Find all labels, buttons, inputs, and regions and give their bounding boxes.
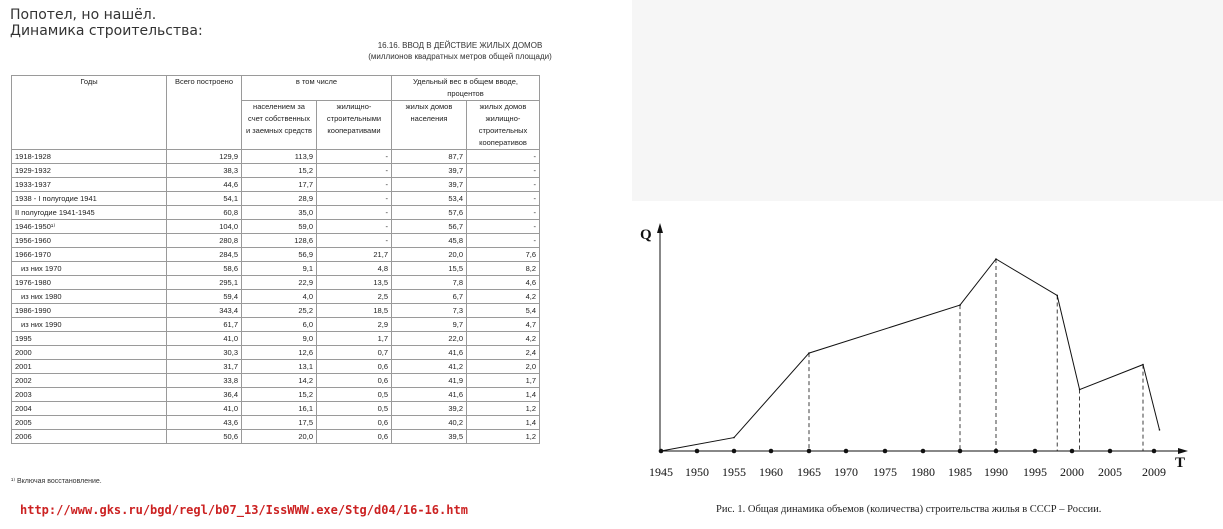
x-tick-label: 1990	[984, 465, 1008, 479]
table-cell-share_pop: 41,6	[392, 388, 467, 402]
table-cell-coop: 0,6	[317, 430, 392, 444]
table-cell-year: 1946-1950¹⁾	[12, 220, 167, 234]
series-point	[733, 437, 735, 439]
x-tick-mark	[883, 449, 888, 454]
table-row	[12, 430, 540, 444]
series-point	[959, 304, 961, 306]
series-point	[1159, 429, 1161, 431]
x-tick-mark	[769, 449, 774, 454]
x-tick-mark	[1033, 449, 1038, 454]
x-tick-label: 1970	[834, 465, 858, 479]
table-cell-year: 1986-1990	[12, 304, 167, 318]
table-cell-total: 30,3	[167, 346, 242, 360]
table-cell-coop: 18,5	[317, 304, 392, 318]
table-row	[12, 332, 540, 346]
table-row	[12, 402, 540, 416]
table-cell-total: 280,8	[167, 234, 242, 248]
source-link[interactable]: http://www.gks.ru/bgd/regl/b07_13/IssWWW.exe/Stg/d04/16-16.htm	[20, 503, 468, 517]
table-cell-year: из них 1970	[12, 262, 167, 276]
table-row	[12, 388, 540, 402]
table-cell-pop: 6,0	[242, 318, 317, 332]
table-cell-pop: 17,5	[242, 416, 317, 430]
x-tick-label: 1995	[1023, 465, 1047, 479]
table-cell-coop: -	[317, 178, 392, 192]
x-tick-label: 1965	[797, 465, 821, 479]
header-share: Удельный вес в общем вводе, процентов	[392, 76, 540, 101]
table-cell-share_pop: 39,2	[392, 402, 467, 416]
table-cell-share_pop: 6,7	[392, 290, 467, 304]
table-cell-pop: 59,0	[242, 220, 317, 234]
header-years: Годы	[12, 76, 167, 150]
table-cell-share_pop: 7,8	[392, 276, 467, 290]
x-tick-mark	[732, 449, 737, 454]
table-cell-year: из них 1980	[12, 290, 167, 304]
table-cell-share_pop: 45,8	[392, 234, 467, 248]
table-cell-year: 1938 - I полугодие 1941	[12, 192, 167, 206]
table-cell-total: 104,0	[167, 220, 242, 234]
table-cell-total: 60,8	[167, 206, 242, 220]
table-row	[12, 318, 540, 332]
table-row	[12, 164, 540, 178]
table-cell-share_pop: 53,4	[392, 192, 467, 206]
construction-dynamics-chart	[632, 201, 1223, 501]
table-body	[12, 150, 540, 444]
x-tick-label: 2009	[1142, 465, 1166, 479]
table-cell-share_pop: 15,5	[392, 262, 467, 276]
table-cell-year: 1929-1932	[12, 164, 167, 178]
table-cell-share_coop: -	[467, 164, 540, 178]
x-tick-mark	[1108, 449, 1113, 454]
table-cell-share_pop: 39,5	[392, 430, 467, 444]
series-point	[1056, 295, 1058, 297]
table-cell-coop: -	[317, 150, 392, 164]
header-share-coop: жилых домов жилищно-строительных кооперативов	[467, 101, 540, 150]
table-cell-year: 2006	[12, 430, 167, 444]
table-title-main: 16.16. ВВОД В ДЕЙСТВИЕ ЖИЛЫХ ДОМОВ	[377, 41, 543, 50]
x-tick-mark	[921, 449, 926, 454]
table-cell-total: 61,7	[167, 318, 242, 332]
table-cell-share_coop: 8,2	[467, 262, 540, 276]
table-row	[12, 416, 540, 430]
x-axis-label: T	[1175, 455, 1186, 471]
table-row	[12, 290, 540, 304]
table-cell-pop: 17,7	[242, 178, 317, 192]
table-cell-share_pop: 57,6	[392, 206, 467, 220]
x-tick-mark	[1070, 449, 1075, 454]
table-row	[12, 262, 540, 276]
table-cell-total: 43,6	[167, 416, 242, 430]
table-cell-year: из них 1990	[12, 318, 167, 332]
table-cell-total: 129,9	[167, 150, 242, 164]
table-cell-pop: 28,9	[242, 192, 317, 206]
table-cell-share_pop: 20,0	[392, 248, 467, 262]
table-row	[12, 248, 540, 262]
table-cell-coop: -	[317, 234, 392, 248]
table-cell-share_coop: 1,7	[467, 374, 540, 388]
table-cell-pop: 9,1	[242, 262, 317, 276]
table-cell-pop: 20,0	[242, 430, 317, 444]
table-cell-share_pop: 41,9	[392, 374, 467, 388]
table-cell-share_pop: 9,7	[392, 318, 467, 332]
table-row	[12, 374, 540, 388]
table-cell-coop: 0,6	[317, 374, 392, 388]
table-cell-share_pop: 7,3	[392, 304, 467, 318]
table-cell-share_coop: -	[467, 192, 540, 206]
table-cell-year: 1918-1928	[12, 150, 167, 164]
table-cell-total: 36,4	[167, 388, 242, 402]
table-cell-coop: 13,5	[317, 276, 392, 290]
table-title	[310, 40, 610, 62]
table-cell-year: 1966-1970	[12, 248, 167, 262]
table-cell-share_pop: 40,2	[392, 416, 467, 430]
table-cell-share_coop: -	[467, 150, 540, 164]
table-row	[12, 192, 540, 206]
y-axis-label: Q	[640, 227, 652, 243]
table-cell-pop: 4,0	[242, 290, 317, 304]
table-cell-share_coop: 1,4	[467, 416, 540, 430]
series-point	[660, 450, 662, 452]
table-cell-year: 2001	[12, 360, 167, 374]
table-cell-share_coop: 5,4	[467, 304, 540, 318]
table-cell-year: 1956-1960	[12, 234, 167, 248]
x-tick-mark	[844, 449, 849, 454]
table-row	[12, 304, 540, 318]
table-cell-coop: 4,8	[317, 262, 392, 276]
table-cell-share_pop: 22,0	[392, 332, 467, 346]
table-cell-year: 1976-1980	[12, 276, 167, 290]
table-cell-share_coop: 4,2	[467, 290, 540, 304]
post-line-1: Попотел, но нашёл.	[10, 7, 157, 23]
table-row	[12, 206, 540, 220]
table-title-sub: (миллионов квадратных метров общей площади)	[368, 52, 552, 61]
table-cell-pop: 9,0	[242, 332, 317, 346]
table-cell-coop: -	[317, 192, 392, 206]
table-cell-year: 1995	[12, 332, 167, 346]
table-cell-coop: -	[317, 220, 392, 234]
table-cell-year: II полугодие 1941-1945	[12, 206, 167, 220]
x-tick-label: 1980	[911, 465, 935, 479]
table-cell-total: 59,4	[167, 290, 242, 304]
table-cell-total: 41,0	[167, 332, 242, 346]
x-tick-label: 1975	[873, 465, 897, 479]
table-cell-year: 2000	[12, 346, 167, 360]
table-row	[12, 234, 540, 248]
chart-caption: Рис. 1. Общая динамика объемов (количества) строительства жилья в СССР – России.	[716, 504, 1102, 515]
table-cell-pop: 15,2	[242, 164, 317, 178]
x-tick-label: 1945	[649, 465, 673, 479]
table-cell-total: 58,6	[167, 262, 242, 276]
x-tick-label: 2000	[1060, 465, 1084, 479]
x-tick-mark	[695, 449, 700, 454]
table-cell-total: 38,3	[167, 164, 242, 178]
table-cell-share_coop: 2,4	[467, 346, 540, 360]
series-point	[1079, 389, 1081, 391]
table-row	[12, 220, 540, 234]
table-cell-year: 2003	[12, 388, 167, 402]
table-cell-coop: 0,6	[317, 360, 392, 374]
table-cell-total: 295,1	[167, 276, 242, 290]
table-cell-year: 2002	[12, 374, 167, 388]
table-cell-pop: 12,6	[242, 346, 317, 360]
x-axis-arrow-icon	[1178, 448, 1188, 454]
x-tick-label: 1985	[948, 465, 972, 479]
table-cell-coop: 2,5	[317, 290, 392, 304]
table-cell-year: 2005	[12, 416, 167, 430]
table-cell-share_coop: 4,2	[467, 332, 540, 346]
table-cell-share_pop: 39,7	[392, 164, 467, 178]
table-cell-share_coop: 7,6	[467, 248, 540, 262]
table-cell-share_coop: 1,4	[467, 388, 540, 402]
table-cell-total: 50,6	[167, 430, 242, 444]
table-cell-total: 54,1	[167, 192, 242, 206]
table-cell-share_coop: 1,2	[467, 430, 540, 444]
table-row	[12, 178, 540, 192]
table-cell-pop: 22,9	[242, 276, 317, 290]
table-row	[12, 150, 540, 164]
table-cell-share_coop: 4,7	[467, 318, 540, 332]
table-cell-share_pop: 41,6	[392, 346, 467, 360]
table-cell-share_pop: 87,7	[392, 150, 467, 164]
x-tick-label: 2005	[1098, 465, 1122, 479]
right-background-panel	[632, 0, 1223, 201]
table-cell-year: 1933-1937	[12, 178, 167, 192]
table-cell-pop: 14,2	[242, 374, 317, 388]
header-share-population: жилых домов населения	[392, 101, 467, 150]
table-cell-total: 284,5	[167, 248, 242, 262]
table-cell-pop: 35,0	[242, 206, 317, 220]
x-tick-mark	[1152, 449, 1157, 454]
table-cell-share_coop: 1,2	[467, 402, 540, 416]
housing-stats-table	[11, 75, 540, 444]
table-cell-share_coop: -	[467, 206, 540, 220]
x-tick-label: 1960	[759, 465, 783, 479]
table-cell-pop: 56,9	[242, 248, 317, 262]
table-cell-share_coop: 2,0	[467, 360, 540, 374]
table-cell-share_pop: 39,7	[392, 178, 467, 192]
series-line	[661, 259, 1160, 451]
table-cell-share_coop: -	[467, 178, 540, 192]
series-point	[1142, 364, 1144, 366]
table-footnote: ¹⁾ Включая восстановление.	[11, 478, 102, 485]
table-cell-coop: 2,9	[317, 318, 392, 332]
table-cell-share_pop: 41,2	[392, 360, 467, 374]
series-point	[995, 258, 997, 260]
table-cell-share_coop: -	[467, 234, 540, 248]
header-including: в том числе	[242, 76, 392, 101]
table-cell-pop: 15,2	[242, 388, 317, 402]
table-cell-coop: -	[317, 206, 392, 220]
table-row	[12, 276, 540, 290]
table-cell-pop: 113,9	[242, 150, 317, 164]
table-row	[12, 360, 540, 374]
table-cell-total: 44,6	[167, 178, 242, 192]
table-cell-year: 2004	[12, 402, 167, 416]
series-point	[808, 352, 810, 354]
stats-table-image	[10, 39, 632, 497]
table-cell-coop: 0,5	[317, 388, 392, 402]
table-cell-coop: 0,7	[317, 346, 392, 360]
table-cell-pop: 128,6	[242, 234, 317, 248]
table-cell-coop: 0,6	[317, 416, 392, 430]
table-cell-share_coop: 4,6	[467, 276, 540, 290]
table-cell-coop: 21,7	[317, 248, 392, 262]
table-row	[12, 346, 540, 360]
table-cell-pop: 13,1	[242, 360, 317, 374]
table-cell-total: 41,0	[167, 402, 242, 416]
table-cell-total: 31,7	[167, 360, 242, 374]
x-tick-label: 1950	[685, 465, 709, 479]
table-cell-total: 343,4	[167, 304, 242, 318]
header-population: населением за счет собственных и заемных средств	[242, 101, 317, 150]
header-coop: жилищно-строительными кооперативами	[317, 101, 392, 150]
x-tick-label: 1955	[722, 465, 746, 479]
table-cell-share_coop: -	[467, 220, 540, 234]
table-cell-total: 33,8	[167, 374, 242, 388]
table-cell-coop: -	[317, 164, 392, 178]
table-cell-coop: 1,7	[317, 332, 392, 346]
table-cell-coop: 0,5	[317, 402, 392, 416]
post-line-2: Динамика строительства:	[10, 23, 203, 39]
table-cell-share_pop: 56,7	[392, 220, 467, 234]
table-cell-pop: 16,1	[242, 402, 317, 416]
table-cell-pop: 25,2	[242, 304, 317, 318]
header-total: Всего построено	[167, 76, 242, 150]
y-axis-arrow-icon	[657, 223, 663, 233]
